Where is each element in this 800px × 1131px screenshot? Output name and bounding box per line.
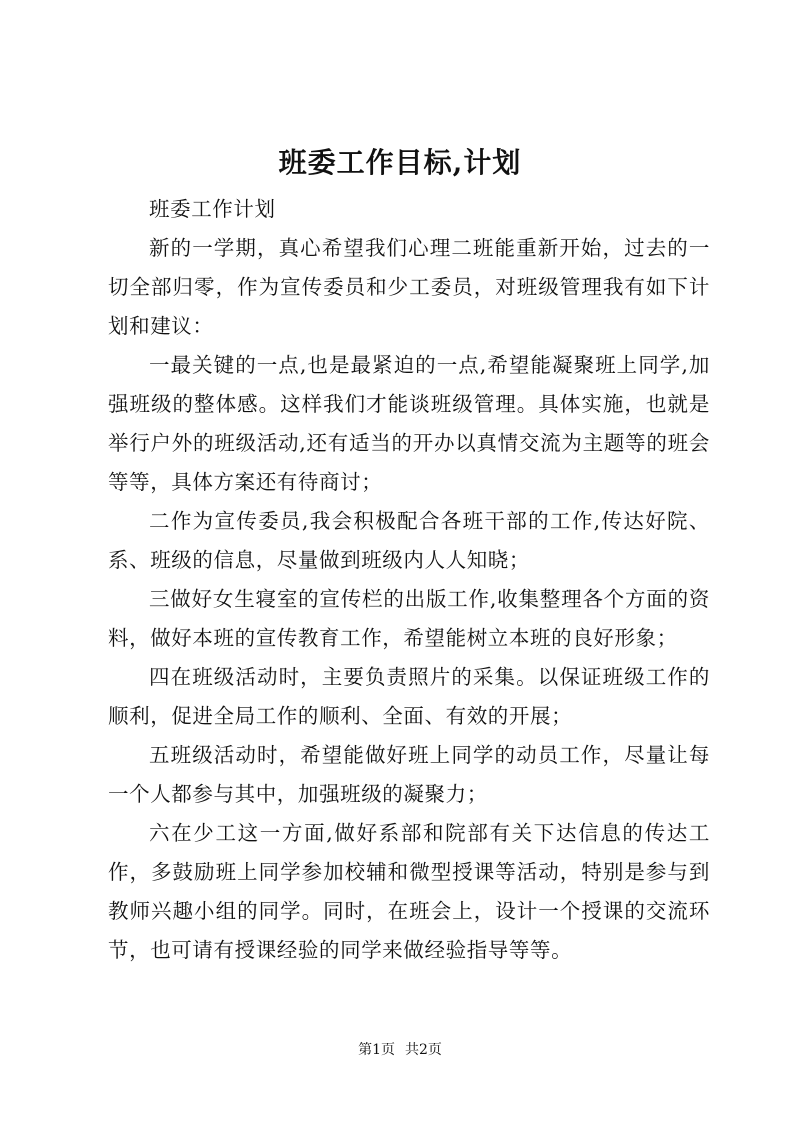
paragraph: 三做好女生寝室的宣传栏的出版工作,收集整理各个方面的资料，做好本班的宣传教育工作，希望能树立本班的良好形象； [108, 587, 710, 650]
document-body [108, 190, 710, 970]
paragraph: 四在班级活动时，主要负责照片的采集。以保证班级工作的顺利，促进全局工作的顺利、全面、有效的开展； [108, 665, 710, 728]
paragraph: 二作为宣传委员,我会积极配合各班干部的工作,传达好院、系、班级的信息，尽量做到班级内人人知晓； [108, 509, 710, 572]
paragraph: 一最关键的一点,也是最紧迫的一点,希望能凝聚班上同学,加强班级的整体感。这样我们才能谈班级管理。具体实施，也就是举行户外的班级活动,还有适当的开办以真情交流为主题等的班会等等，具体方案还有待商讨； [108, 353, 710, 494]
paragraph: 五班级活动时，希望能做好班上同学的动员工作，尽量让每一个人都参与其中，加强班级的凝聚力； [108, 743, 710, 806]
paragraph: 新的一学期，真心希望我们心理二班能重新开始，过去的一切全部归零，作为宣传委员和少工委员，对班级管理我有如下计划和建议： [108, 236, 710, 338]
page-number-current: 第1页 [358, 1042, 395, 1058]
document-title: 班委工作目标,计划 [278, 146, 522, 179]
page-number-total: 共2页 [405, 1042, 442, 1058]
page-footer [0, 1040, 800, 1060]
paragraph-heading: 班委工作计划 [149, 197, 276, 221]
paragraph: 六在少工这一方面,做好系部和院部有关下达信息的传达工作，多鼓励班上同学参加校辅和微型授课等活动，特别是参与到教师兴趣小组的同学。同时，在班会上，设计一个授课的交流环节，也可请有授课经验的同学来做经验指导等等。 [108, 821, 710, 962]
